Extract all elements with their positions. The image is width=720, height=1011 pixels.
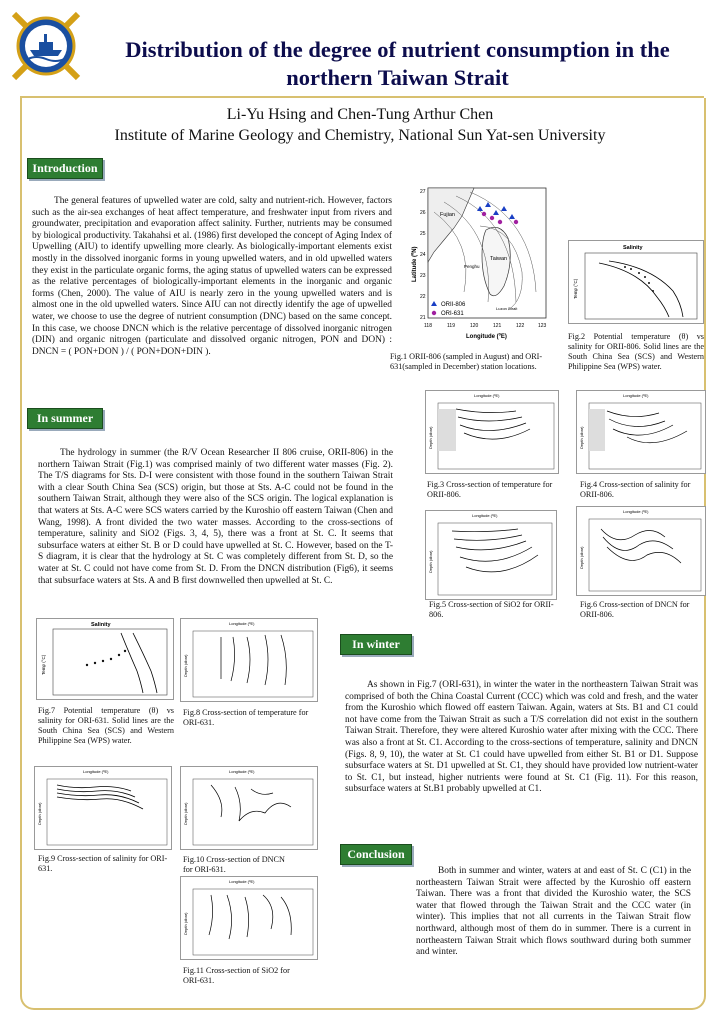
author-block <box>0 104 720 146</box>
fig11-top-label: Longitude (ºE) <box>229 879 255 884</box>
fig1-ylabel: Latitude (ºN) <box>412 246 418 282</box>
summer-text: The hydrology in summer (the R/V Ocean Researcher II 806 cruise, ORII-806) in the northern Taiwan Strait (Fig.1) was comprised mainly of two different water masses (Fig. 2). The T/S diagrams for Sts. D-I were consistent with those found in the southern Taiwan Strait with a clear South China Sea (SCS) origin, but those at Sts. A-C could not be found in the southern Taiwan Strait, although they were also of the SCS origin. The logical explanation is that waters at Sts. A-C were SCS waters carried by the Kuroshio off eastern Taiwan (Chen and Wang, 1998). A front divided the two water masses. According to the cross-sections of temperature, salinity and SiO2 (Figs. 3, 4, 5), there was a front at St. C. It seems that subsurface waters at either St. B or D could have upwelled at St. C. However, based on the T-S diagram, it is clear that the hydrology at St. C was completely different from St. D, so the water at St. C could not have come from St. D. From the DNCN distribution (Fig6), it seems that subsurface waters at Sts. A and B first downwelled then upwelled at St. C. <box>38 448 393 586</box>
fig1-ytick-25: 25 <box>420 231 426 237</box>
summer-header: In summer <box>27 408 103 429</box>
fig8-cross-section <box>180 618 318 702</box>
fig1-xtick-120: 120 <box>470 323 479 329</box>
fig5-caption: Fig.5 Cross-section of SiO2 for ORII-806. <box>429 600 554 619</box>
fig7-caption: Fig.7 Potential temperature (θ) vs salinity for ORI-631. Solid lines are the South China Sea (SCS) and Western Philippine Sea (WPS) water. <box>38 706 174 745</box>
fig6-caption: Fig.6 Cross-section of DNCN for ORII-806. <box>580 600 690 619</box>
fig2-ylabel: Temp (°C) <box>573 278 578 299</box>
conclusion-header: Conclusion <box>340 844 412 865</box>
fig4-caption: Fig.4 Cross-section of salinity for ORII-806. <box>580 480 691 499</box>
fig1-bashi-label: Luzon Strait <box>496 306 518 311</box>
fig3-caption: Fig.3 Cross-section of temperature for ORII-806. <box>427 480 553 499</box>
fig1-xtick-123: 123 <box>538 323 547 329</box>
fig5-ylabel: Depth (dbar) <box>428 550 433 573</box>
fig1-map <box>404 182 562 344</box>
fig11-cross-section <box>180 876 318 960</box>
fig6-top-label: Longitude (ºE) <box>623 509 649 514</box>
fig1-ytick-27: 27 <box>420 189 426 195</box>
institute: Institute of Marine Geology and Chemistry, National Sun Yat-sen University <box>114 127 606 144</box>
fig9-caption: Fig.9 Cross-section of salinity for ORI-631. <box>38 854 168 873</box>
fig1-ytick-23: 23 <box>420 273 426 279</box>
fig1-ytick-24: 24 <box>420 252 426 258</box>
authors: Li-Yu Hsing and Chen-Tung Arthur Chen <box>226 106 494 123</box>
fig7-ylabel: Temp (°C) <box>41 654 46 675</box>
fig1-fujian-label: Fujian <box>440 212 455 218</box>
fig2-caption: Fig.2 Potential temperature (θ) vs salinity for ORII-806. Solid lines are the South China Sea (SCS) and Western Philippine Sea (WPS) water. <box>568 332 704 371</box>
fig7-label: Salinity <box>91 622 111 628</box>
fig1-xtick-118: 118 <box>424 323 432 329</box>
fig1-xtick-121: 121 <box>493 323 502 329</box>
fig1-legend-ori631: ORI-631 <box>441 311 464 317</box>
fig3-ylabel: Depth (dbar) <box>428 426 433 449</box>
introduction-text: The general features of upwelled water are cold, salty and nutrient-rich. However, factors such as the air-sea exchanges of heat affect temperature, and freshwater input from rivers and groundwater, precipitation and evaporation affect salinity. Further, nutrients may be consumed by biological productivity. Takahahsi et al. (1986) first developed the concept of Aging Index of Upwelling (AIU) to identify upwelling more clearly. As biologically-important elements exist mostly in the dissolved inorganic forms in young upwelled waters, and in old upwelled waters they exist in the particulate organic forms, the aging status of upwelled waters can be expressed as the relative percentages of biologically-important elements in the inorganic and organic forms (Chen, 2000). The value of AIU is nearly zero in the young upwelled waters and is almost one in the old upwelled waters. Since AIU can not directly identify the age of upwelled water, we choose to use the degree of nutrient consumption (DNC) based on the same concept. In this case, we choose DNCN which is the relative percentage of dissolved inorganic nitrogen (DIN) and organic nitrogen (particulate and dissolved organic nitrogen, PON and DON) : DNCN = ( PON+DON ) / ( PON+DON+DIN ). <box>32 196 392 357</box>
fig2-label: Salinity <box>623 245 643 251</box>
fig5-top-label: Longitude (ºE) <box>472 513 498 518</box>
fig11-ylabel: Depth (dbar) <box>183 912 188 935</box>
fig8-caption: Fig.8 Cross-section of temperature for ORI-631. <box>183 708 309 727</box>
introduction-header: Introduction <box>27 158 103 179</box>
fig1-caption: Fig.1 ORII-806 (sampled in August) and ORI-631(sampled in December) station locations. <box>390 352 543 371</box>
fig4-cross-section <box>576 390 706 474</box>
fig10-caption: Fig.10 Cross-section of DNCN for ORI-631. <box>183 855 285 874</box>
winter-text: As shown in Fig.7 (ORI-631), in winter the water in the northeastern Taiwan Strait was comprised of both the China Coastal Current (CCC) which was cold and fresh, and the water from the Kuroshio which flowed off eastern Taiwan. Again, waters at Sts. B1 and C1 could not have come from the Taiwan Strait as such a T/S correlation did not exist in the southern Taiwan Strait. Therefore, they were altered Kuroshio water after mixing with the CCC. There was also a front at St. C1. According to the cross-sections of temperature, salinity and DNCN (Figs. 8, 9, 10), the water at St. C1 could have upwelled from either St. B1 or D1. Suppose subsurface waters at St. D1 upwelled at St. C1, they should have provided low nutrient-water to St. C1, but instead, higher nutrients were found at St. C1 (Fig. 11). For this reason, subsurface waters at St.B1 probably upwelled at C1. <box>345 680 698 795</box>
fig5-cross-section <box>425 510 557 600</box>
fig3-cross-section <box>425 390 559 474</box>
fig9-top-label: Longitude (ºE) <box>83 769 109 774</box>
poster-title: Distribution of the degree of nutrient consumption in the northern Taiwan Strait <box>125 37 670 90</box>
conclusion-text: Both in summer and winter, waters at and east of St. C (C1) in the northeastern Taiwan Strait were affected by the Kuroshio off eastern Taiwan. There was a front that divided the Kuroshio water, the SCS water that flowed through the Taiwan Strait and the CCC water (in winter). This implies that not all currents in the Taiwan Strait flow northward, although most of them do in summer. There is a current in northeastern Taiwan Strait which flows southward during both summer and winter. <box>416 866 691 958</box>
fig11-caption: Fig.11 Cross-section of SiO2 for ORI-631. <box>183 966 290 985</box>
fig1-legend-orii806: ORII-806 <box>441 302 466 308</box>
fig1-xlabel: Longitude (ºE) <box>466 334 507 340</box>
winter-header: In winter <box>340 634 412 655</box>
fig2-ts-diagram <box>568 240 704 324</box>
fig1-ytick-22: 22 <box>420 294 426 300</box>
fig10-top-label: Longitude (ºE) <box>229 769 255 774</box>
fig10-cross-section <box>180 766 318 850</box>
fig8-top-label: Longitude (ºE) <box>229 621 255 626</box>
fig1-xtick-119: 119 <box>447 323 455 329</box>
fig1-ytick-21: 21 <box>420 315 426 321</box>
fig7-ts-diagram <box>36 618 174 700</box>
fig6-ylabel: Depth (dbar) <box>579 546 584 569</box>
fig1-ytick-26: 26 <box>420 210 426 216</box>
fig1-taiwan-label: Taiwan <box>490 256 508 262</box>
fig3-top-label: Longitude (ºE) <box>474 393 500 398</box>
fig4-ylabel: Depth (dbar) <box>579 426 584 449</box>
logo <box>6 6 86 86</box>
fig9-ylabel: Depth (dbar) <box>37 802 42 825</box>
fig10-ylabel: Depth (dbar) <box>183 802 188 825</box>
ship-emblem-icon <box>6 6 86 86</box>
fig1-xtick-122: 122 <box>516 323 525 329</box>
fig1-penghu-label: Penghu <box>464 264 480 269</box>
fig9-cross-section <box>34 766 172 850</box>
fig6-cross-section <box>576 506 706 596</box>
fig8-ylabel: Depth (dbar) <box>183 654 188 677</box>
fig4-top-label: Longitude (ºE) <box>623 393 649 398</box>
